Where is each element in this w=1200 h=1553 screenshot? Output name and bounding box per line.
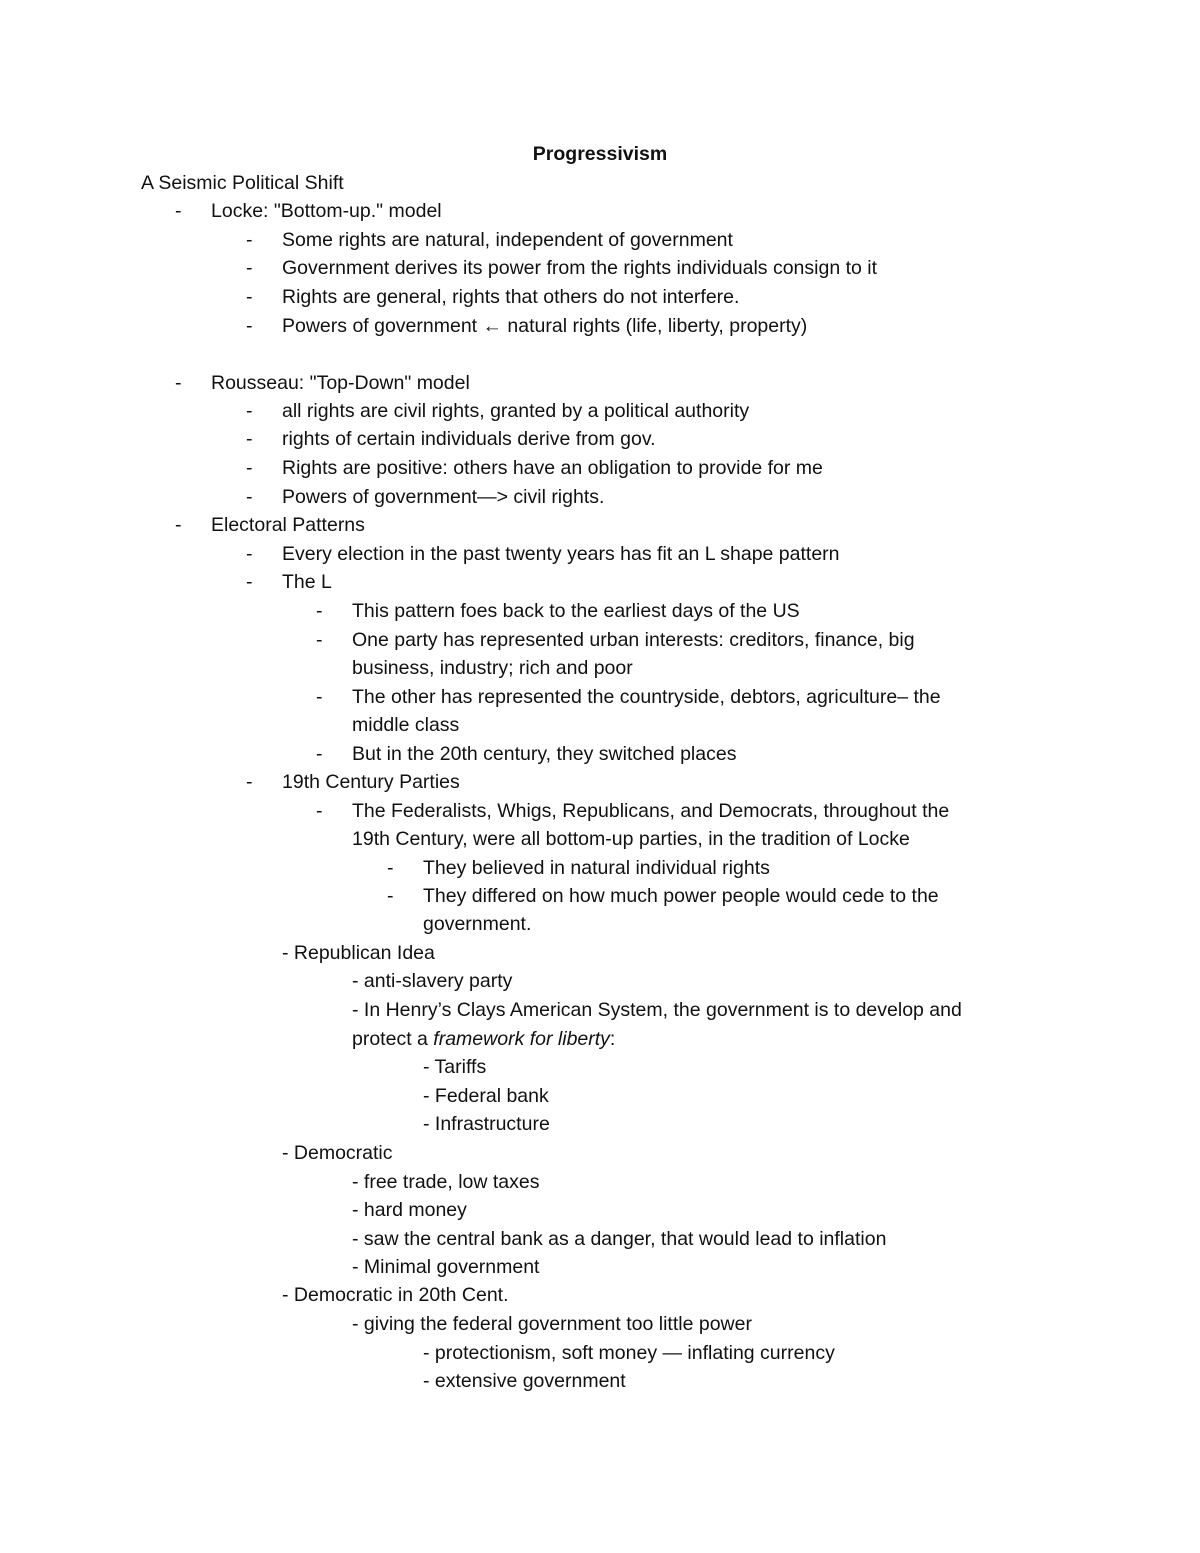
- democratic20-label: - Democratic in 20th Cent.: [282, 1284, 509, 1306]
- list-item: - protectionism, soft money — inflating currency: [423, 1342, 835, 1364]
- list-item: Powers of government ← natural rights (life, liberty, property): [282, 315, 808, 337]
- list-item: - Infrastructure: [423, 1113, 550, 1135]
- list-item: Every election in the past twenty years has fit an L shape pattern: [282, 543, 840, 565]
- bullet-dash: -: [175, 514, 182, 536]
- list-item: They believed in natural individual rights: [423, 857, 770, 879]
- bullet-dash: -: [316, 629, 323, 651]
- bullet-dash: -: [246, 400, 253, 422]
- bullet-dash: -: [175, 200, 182, 222]
- list-item: all rights are civil rights, granted by a political authority: [282, 400, 750, 422]
- framework-suffix: :: [609, 1028, 616, 1050]
- bullet-dash: -: [316, 600, 323, 622]
- framework-italic: framework for liberty: [433, 1028, 610, 1050]
- bullet-dash: -: [387, 857, 394, 879]
- bullet-dash: -: [246, 315, 253, 337]
- section-heading: A Seismic Political Shift: [141, 172, 344, 194]
- list-item-continued: business, industry; rich and poor: [352, 657, 633, 679]
- list-item-continued: middle class: [352, 714, 460, 736]
- bullet-dash: -: [246, 229, 253, 251]
- the-l-label: The L: [282, 571, 332, 593]
- list-item: - anti-slavery party: [352, 970, 513, 992]
- electoral-label: Electoral Patterns: [211, 514, 365, 536]
- republican-label: - Republican Idea: [282, 942, 435, 964]
- bullet-dash: -: [246, 286, 253, 308]
- list-item: - Federal bank: [423, 1085, 549, 1107]
- rousseau-label: Rousseau: "Top-Down" model: [211, 372, 470, 394]
- list-item: - free trade, low taxes: [352, 1171, 540, 1193]
- document-title: Progressivism: [532, 143, 668, 165]
- list-item: One party has represented urban interests: creditors, finance, big: [352, 629, 915, 651]
- list-item: rights of certain individuals derive from gov.: [282, 428, 656, 450]
- list-item: But in the 20th century, they switched places: [352, 743, 737, 765]
- framework-prefix: protect a: [352, 1028, 434, 1050]
- list-item: They differed on how much power people would cede to the: [423, 885, 939, 907]
- list-item: Some rights are natural, independent of government: [282, 229, 733, 251]
- list-item: Rights are general, rights that others do not interfere.: [282, 286, 740, 308]
- nineteenth-label: 19th Century Parties: [282, 771, 460, 793]
- framework-line: [352, 1027, 615, 1051]
- bullet-dash: -: [316, 800, 323, 822]
- list-item: - giving the federal government too little power: [352, 1313, 752, 1335]
- list-item: The Federalists, Whigs, Republicans, and Democrats, throughout the: [352, 800, 950, 822]
- list-item: - saw the central bank as a danger, that would lead to inflation: [352, 1228, 887, 1250]
- list-item: - extensive government: [423, 1370, 626, 1392]
- bullet-dash: -: [246, 543, 253, 565]
- list-item: The other has represented the countryside, debtors, agriculture– the: [352, 686, 941, 708]
- list-item: Powers of government—> civil rights.: [282, 486, 605, 508]
- list-item: - Minimal government: [352, 1256, 540, 1278]
- list-item: This pattern foes back to the earliest days of the US: [352, 600, 800, 622]
- list-item-continued: government.: [423, 913, 532, 935]
- bullet-dash: -: [175, 372, 182, 394]
- bullet-dash: -: [246, 486, 253, 508]
- bullet-dash: -: [246, 457, 253, 479]
- list-item: Rights are positive: others have an obligation to provide for me: [282, 457, 823, 479]
- bullet-dash: -: [316, 743, 323, 765]
- bullet-dash: -: [246, 771, 253, 793]
- bullet-dash: -: [387, 885, 394, 907]
- democratic-label: - Democratic: [282, 1142, 393, 1164]
- bullet-dash: -: [246, 257, 253, 279]
- list-item: - hard money: [352, 1199, 467, 1221]
- bullet-dash: -: [246, 428, 253, 450]
- bullet-dash: -: [316, 686, 323, 708]
- list-item: - Tariffs: [423, 1056, 487, 1078]
- list-item: - In Henry’s Clays American System, the government is to develop and: [352, 999, 962, 1021]
- list-item-continued: 19th Century, were all bottom-up parties, in the tradition of Locke: [352, 828, 910, 850]
- list-item: Government derives its power from the rights individuals consign to it: [282, 257, 878, 279]
- bullet-dash: -: [246, 571, 253, 593]
- locke-label: Locke: "Bottom-up." model: [211, 200, 442, 222]
